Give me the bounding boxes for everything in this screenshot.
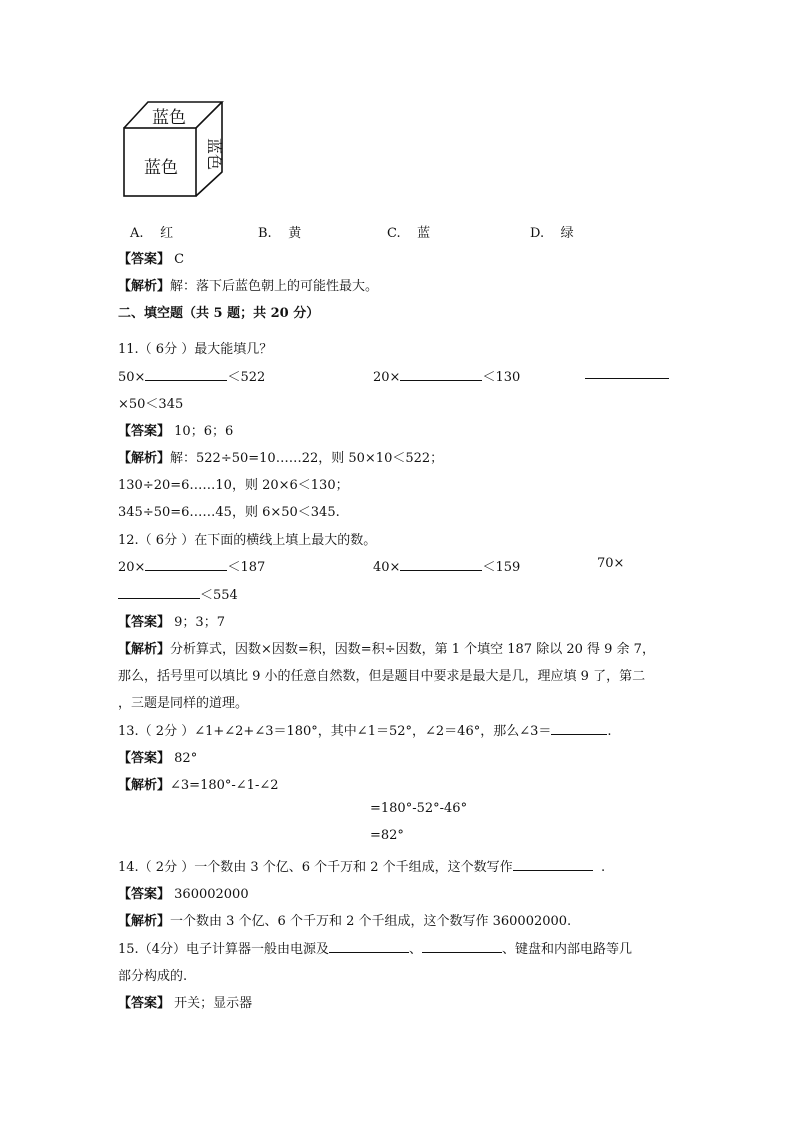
option-b-text: 黄 xyxy=(288,226,302,241)
analysis-tag: 【解析】 xyxy=(118,642,171,657)
q11-blank-1[interactable] xyxy=(145,368,227,381)
q13-header-end: . xyxy=(607,724,612,739)
analysis-text: ∠3=180°-∠1-∠2 xyxy=(170,778,279,793)
q15-answer xyxy=(118,992,252,1011)
q13-answer xyxy=(118,747,197,766)
q11-analysis-1 xyxy=(118,447,443,466)
answer-tag: 【答案】 xyxy=(118,751,171,766)
answer-value: 82° xyxy=(174,751,198,766)
q14-blank[interactable] xyxy=(513,858,593,871)
q12-p2-post: ＜159 xyxy=(482,560,521,575)
q15-blank-2[interactable] xyxy=(422,940,502,953)
q14-header-end: . xyxy=(600,860,606,875)
cube-side-label: 蓝色 xyxy=(205,138,224,171)
q14-analysis xyxy=(118,910,571,929)
option-c xyxy=(387,222,430,241)
q12-analysis-3: ，三题是同样的道理。 xyxy=(118,696,249,711)
option-d xyxy=(530,222,574,241)
q10-analysis xyxy=(118,275,378,294)
q15-header-end: 、键盘和内部电路等几 xyxy=(501,942,632,957)
q15-line-2: 部分构成的. xyxy=(118,969,188,984)
q13-blank[interactable] xyxy=(551,722,607,735)
q12-blank-2[interactable] xyxy=(400,558,482,571)
analysis-text: 一个数由 3 个亿、6 个千万和 2 个千组成，这个数写作 360002000. xyxy=(170,914,572,929)
q14-header-text: 14.（ 2分 ）一个数由 3 个亿、6 个千万和 2 个千组成，这个数写作 xyxy=(118,860,513,875)
option-c-letter: C. xyxy=(387,226,401,241)
option-a-letter: A. xyxy=(130,226,144,241)
q12-analysis-1 xyxy=(118,638,655,657)
answer-tag: 【答案】 xyxy=(118,252,171,267)
q12-problem-1 xyxy=(118,556,265,575)
option-a xyxy=(130,222,173,241)
q12-problem-3 xyxy=(118,584,238,603)
q15-blank-1[interactable] xyxy=(329,940,409,953)
q12-p1-post: ＜187 xyxy=(227,560,266,575)
q12-analysis-2: 那么，括号里可以填比 9 小的任意自然数，但是题目中要求是最大是几，理应填 9 了，第二 xyxy=(118,669,646,684)
q12-blank-3[interactable] xyxy=(118,586,200,599)
q12-blank-1[interactable] xyxy=(145,558,227,571)
option-b xyxy=(258,222,301,241)
cube-figure xyxy=(118,98,230,200)
q13-analysis-2: =180°-52°-46° xyxy=(370,801,468,816)
answer-value: 开关；显示器 xyxy=(174,996,253,1011)
analysis-tag: 【解析】 xyxy=(118,778,171,793)
q14-header xyxy=(118,856,605,875)
q12-p3-post: ＜554 xyxy=(200,588,238,603)
q11-p2-post: ＜130 xyxy=(482,370,521,385)
answer-value: 9；3；7 xyxy=(174,615,225,630)
answer-tag: 【答案】 xyxy=(118,887,171,902)
q13-analysis-3: =82° xyxy=(370,828,404,843)
q11-blank-3[interactable] xyxy=(585,366,669,383)
option-d-letter: D. xyxy=(530,226,545,241)
section-title: 二、填空题（共 5 题；共 20 分） xyxy=(118,306,320,321)
answer-tag: 【答案】 xyxy=(118,615,171,630)
analysis-text: 解：落下后蓝色朝上的可能性最大。 xyxy=(170,279,379,294)
analysis-text: 分析算式，因数×因数=积，因数=积÷因数，第 1 个填空 187 除以 20 得 9 余 7， xyxy=(170,642,655,657)
q15-header-text: 15.（4分）电子计算器一般由电源及 xyxy=(118,942,329,957)
option-a-text: 红 xyxy=(160,226,174,241)
q12-header: 12.（ 6分 ）在下面的横线上填上最大的数。 xyxy=(118,533,377,548)
cube-top-label: 蓝色 xyxy=(152,108,186,128)
answer-value: 10；6；6 xyxy=(174,424,234,439)
q12-p1-pre: 20× xyxy=(118,560,146,575)
option-d-text: 绿 xyxy=(560,226,574,241)
answer-tag: 【答案】 xyxy=(118,996,171,1011)
q12-problem-2 xyxy=(373,556,520,575)
q11-header: 11.（ 6分 ）最大能填几？ xyxy=(118,342,273,357)
q11-p2-pre: 20× xyxy=(373,370,401,385)
q12-p2-pre: 40× xyxy=(373,560,401,575)
answer-tag: 【答案】 xyxy=(118,424,171,439)
q11-problem-2 xyxy=(373,366,520,385)
q13-analysis-1 xyxy=(118,774,279,793)
q11-analysis-3: 345÷50=6……45，则 6×50＜345. xyxy=(118,505,340,520)
option-b-letter: B. xyxy=(258,226,272,241)
q13-header-text: 13.（ 2分 ）∠1+∠2+∠3＝180°，其中∠1＝52°，∠2＝46°，那么∠3＝ xyxy=(118,724,552,739)
q13-header xyxy=(118,720,612,739)
q10-answer xyxy=(118,248,184,267)
q11-p1-pre: 50× xyxy=(118,370,146,385)
q15-sep: 、 xyxy=(408,942,422,957)
q11-blank-2[interactable] xyxy=(400,368,482,381)
q15-header xyxy=(118,938,632,957)
q12-problem-3-pre: 70× xyxy=(597,556,625,571)
answer-value: 360002000 xyxy=(174,887,249,902)
option-c-text: 蓝 xyxy=(417,226,431,241)
analysis-tag: 【解析】 xyxy=(118,279,171,294)
q14-answer xyxy=(118,883,249,902)
q11-analysis-2: 130÷20=6……10，则 20×6＜130； xyxy=(118,478,349,493)
q11-problem-1 xyxy=(118,366,265,385)
analysis-tag: 【解析】 xyxy=(118,914,171,929)
q11-p1-post: ＜522 xyxy=(227,370,266,385)
answer-value: C xyxy=(174,252,185,267)
cube-front-label: 蓝色 xyxy=(144,158,178,178)
q12-answer xyxy=(118,611,225,630)
analysis-text: 解：522÷50=10……22，则 50×10＜522； xyxy=(170,451,444,466)
q11-answer xyxy=(118,420,233,439)
q11-problem-3: ×50＜345 xyxy=(118,397,184,412)
analysis-tag: 【解析】 xyxy=(118,451,171,466)
